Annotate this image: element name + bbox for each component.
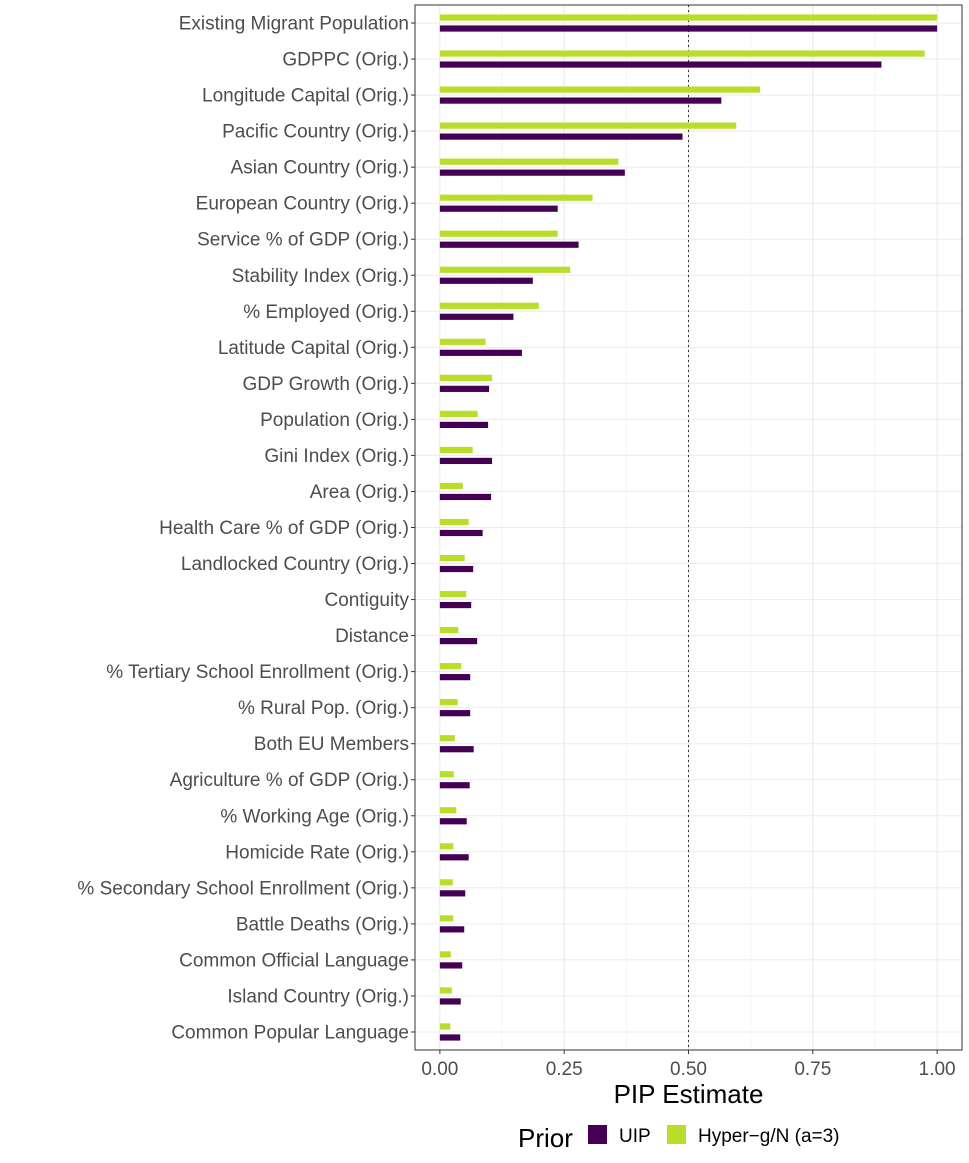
y-tick-label-contiguity: Contiguity xyxy=(324,590,409,612)
bar-uip-stability-index-orig xyxy=(440,278,533,284)
y-tick-label-distance: Distance xyxy=(335,626,409,648)
y-tick-label-tertiary-school-enrollment-orig: % Tertiary School Enrollment (Orig.) xyxy=(106,662,409,684)
bar-uip-landlocked-country-orig xyxy=(440,566,473,572)
legend-title: Prior xyxy=(518,1123,573,1153)
y-tick-label-gini-index-orig: Gini Index (Orig.) xyxy=(264,445,409,467)
y-tick-label-existing-migrant-population: Existing Migrant Population xyxy=(178,13,409,35)
legend-key-hyper-g xyxy=(667,1125,686,1144)
y-tick-label-asian-country-orig: Asian Country (Orig.) xyxy=(230,157,409,179)
bar-hyper-g-n-a-3-homicide-rate-orig xyxy=(440,843,453,849)
bar-hyper-g-n-a-3-gdp-growth-orig xyxy=(440,375,492,381)
y-tick-label-pacific-country-orig: Pacific Country (Orig.) xyxy=(222,121,409,143)
bar-hyper-g-n-a-3-service-of-gdp-orig xyxy=(440,231,558,237)
bar-uip-existing-migrant-population xyxy=(440,25,937,31)
bar-hyper-g-n-a-3-existing-migrant-population xyxy=(440,14,937,20)
y-tick-label-longitude-capital-orig: Longitude Capital (Orig.) xyxy=(202,85,409,107)
x-tick-label: 0.25 xyxy=(545,1059,583,1080)
bar-hyper-g-n-a-3-secondary-school-enrollment-orig xyxy=(440,879,453,885)
y-tick-label-latitude-capital-orig: Latitude Capital (Orig.) xyxy=(217,337,409,359)
bar-uip-common-popular-language xyxy=(440,1034,460,1040)
bar-hyper-g-n-a-3-employed-orig xyxy=(440,303,539,309)
y-tick-label-agriculture-of-gdp-orig: Agriculture % of GDP (Orig.) xyxy=(169,770,409,792)
bar-hyper-g-n-a-3-tertiary-school-enrollment-orig xyxy=(440,663,461,669)
bar-uip-gini-index-orig xyxy=(440,458,492,464)
y-tick-label-gdp-growth-orig: GDP Growth (Orig.) xyxy=(242,373,409,395)
y-tick-label-common-official-language: Common Official Language xyxy=(179,950,409,972)
bar-hyper-g-n-a-3-pacific-country-orig xyxy=(440,123,736,129)
y-tick-label-gdppc-orig: GDPPC (Orig.) xyxy=(282,49,409,71)
bar-uip-homicide-rate-orig xyxy=(440,854,469,860)
y-tick-label-population-orig: Population (Orig.) xyxy=(260,409,409,431)
bar-hyper-g-n-a-3-both-eu-members xyxy=(440,735,455,741)
y-tick-label-area-orig: Area (Orig.) xyxy=(309,481,409,503)
y-tick-label-service-of-gdp-orig: Service % of GDP (Orig.) xyxy=(197,229,409,251)
bar-hyper-g-n-a-3-common-popular-language xyxy=(440,1023,450,1029)
bar-hyper-g-n-a-3-agriculture-of-gdp-orig xyxy=(440,771,454,777)
bar-uip-distance xyxy=(440,638,477,644)
y-tick-label-secondary-school-enrollment-orig: % Secondary School Enrollment (Orig.) xyxy=(77,878,409,900)
bar-hyper-g-n-a-3-working-age-orig xyxy=(440,807,456,813)
bar-hyper-g-n-a-3-common-official-language xyxy=(440,951,451,957)
y-tick-label-working-age-orig: % Working Age (Orig.) xyxy=(220,806,409,828)
bar-uip-contiguity xyxy=(440,602,471,608)
bar-uip-service-of-gdp-orig xyxy=(440,242,579,248)
bar-uip-european-country-orig xyxy=(440,206,558,212)
legend xyxy=(518,1123,840,1153)
x-tick-label: 0.75 xyxy=(794,1059,832,1080)
bar-hyper-g-n-a-3-landlocked-country-orig xyxy=(440,555,465,561)
bar-uip-health-care-of-gdp-orig xyxy=(440,530,483,536)
bar-uip-latitude-capital-orig xyxy=(440,350,522,356)
bar-uip-common-official-language xyxy=(440,962,462,968)
bar-uip-both-eu-members xyxy=(440,746,474,752)
bar-hyper-g-n-a-3-asian-country-orig xyxy=(440,159,619,165)
bar-hyper-g-n-a-3-population-orig xyxy=(440,411,478,417)
legend-label-uip: UIP xyxy=(619,1126,651,1147)
y-axis-ticks xyxy=(77,14,415,1044)
bar-hyper-g-n-a-3-contiguity xyxy=(440,591,466,597)
bar-uip-population-orig xyxy=(440,422,488,428)
bar-uip-island-country-orig xyxy=(440,998,461,1004)
bar-uip-tertiary-school-enrollment-orig xyxy=(440,674,470,680)
bar-hyper-g-n-a-3-island-country-orig xyxy=(440,987,452,993)
bar-uip-battle-deaths-orig xyxy=(440,926,464,932)
bar-uip-employed-orig xyxy=(440,314,514,320)
bar-uip-area-orig xyxy=(440,494,491,500)
y-tick-label-rural-pop-orig: % Rural Pop. (Orig.) xyxy=(237,698,409,720)
bar-uip-secondary-school-enrollment-orig xyxy=(440,890,465,896)
bar-hyper-g-n-a-3-battle-deaths-orig xyxy=(440,915,453,921)
bar-hyper-g-n-a-3-european-country-orig xyxy=(440,195,593,201)
x-axis-title: PIP Estimate xyxy=(613,1079,764,1109)
y-tick-label-health-care-of-gdp-orig: Health Care % of GDP (Orig.) xyxy=(159,518,409,539)
bar-hyper-g-n-a-3-distance xyxy=(440,627,458,633)
bar-uip-rural-pop-orig xyxy=(440,710,470,716)
bar-hyper-g-n-a-3-longitude-capital-orig xyxy=(440,86,760,92)
bar-uip-longitude-capital-orig xyxy=(440,97,721,103)
bar-uip-gdppc-orig xyxy=(440,61,882,67)
x-tick-label: 0.00 xyxy=(421,1059,459,1080)
bar-hyper-g-n-a-3-area-orig xyxy=(440,483,463,489)
y-tick-label-both-eu-members: Both EU Members xyxy=(253,734,409,756)
bar-hyper-g-n-a-3-stability-index-orig xyxy=(440,267,570,273)
legend-label-hyper-g: Hyper−g/N (a=3) xyxy=(698,1126,840,1147)
y-tick-label-european-country-orig: European Country (Orig.) xyxy=(195,193,409,215)
y-tick-label-stability-index-orig: Stability Index (Orig.) xyxy=(231,265,409,287)
y-tick-label-landlocked-country-orig: Landlocked Country (Orig.) xyxy=(180,554,409,576)
bar-uip-gdp-growth-orig xyxy=(440,386,489,392)
bar-hyper-g-n-a-3-gdppc-orig xyxy=(440,50,925,56)
x-axis-ticks xyxy=(421,1050,955,1080)
x-tick-label: 0.50 xyxy=(670,1059,707,1080)
bar-hyper-g-n-a-3-latitude-capital-orig xyxy=(440,339,486,345)
x-tick-label: 1.00 xyxy=(918,1059,956,1080)
legend-key-uip xyxy=(588,1125,607,1144)
y-tick-label-homicide-rate-orig: Homicide Rate (Orig.) xyxy=(225,842,409,864)
bar-hyper-g-n-a-3-rural-pop-orig xyxy=(440,699,458,705)
bar-hyper-g-n-a-3-gini-index-orig xyxy=(440,447,473,453)
bar-hyper-g-n-a-3-health-care-of-gdp-orig xyxy=(440,519,469,525)
y-tick-label-battle-deaths-orig: Battle Deaths (Orig.) xyxy=(235,914,409,936)
bar-uip-asian-country-orig xyxy=(440,170,625,176)
bar-uip-working-age-orig xyxy=(440,818,467,824)
bar-uip-pacific-country-orig xyxy=(440,134,683,140)
y-tick-label-common-popular-language: Common Popular Language xyxy=(171,1022,409,1044)
y-tick-label-island-country-orig: Island Country (Orig.) xyxy=(227,986,409,1008)
y-tick-label-employed-orig: % Employed (Orig.) xyxy=(243,301,409,323)
bar-uip-agriculture-of-gdp-orig xyxy=(440,782,470,788)
